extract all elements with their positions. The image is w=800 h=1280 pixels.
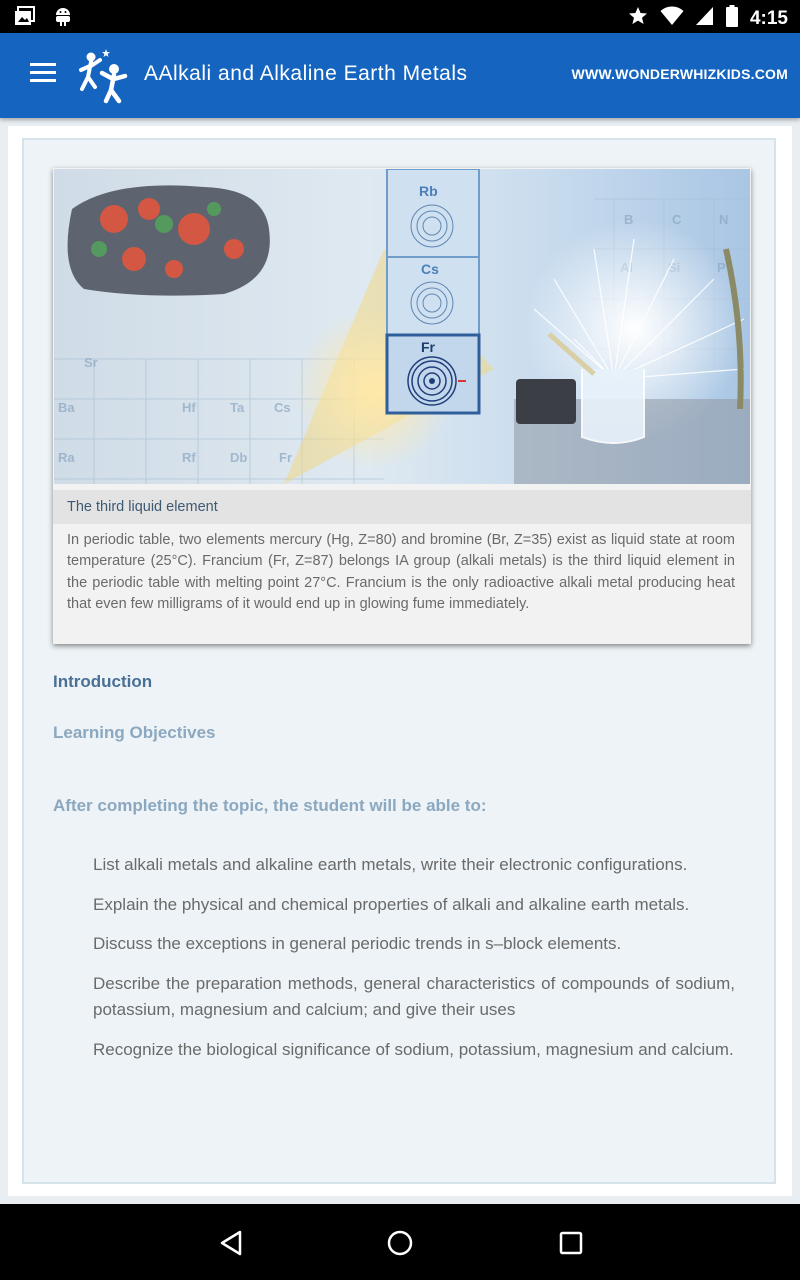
navigation-bar xyxy=(0,1204,800,1280)
android-icon xyxy=(54,6,72,31)
list-item: Explain the physical and chemical properties of alkali and alkaline earth metals. xyxy=(93,894,690,914)
list-item: Discuss the exceptions in general periodic trends in s–block elements. xyxy=(93,934,622,953)
app-title: AAlkali and Alkaline Earth Metals xyxy=(144,62,468,85)
svg-text:Db: Db xyxy=(230,450,248,465)
home-icon[interactable] xyxy=(385,1228,415,1258)
learning-objectives-heading: Learning Objectives xyxy=(53,723,216,742)
svg-text:Ba: Ba xyxy=(58,400,75,415)
svg-text:Fr: Fr xyxy=(279,450,292,465)
svg-text:N: N xyxy=(719,212,729,227)
menu-icon[interactable] xyxy=(30,63,56,85)
svg-text:Sr: Sr xyxy=(84,355,98,370)
svg-text:Ra: Ra xyxy=(58,450,75,465)
tile-label: Cs xyxy=(421,261,439,277)
introduction-heading[interactable]: Introduction xyxy=(53,672,153,691)
svg-text:Hf: Hf xyxy=(182,400,196,415)
kids-logo-icon xyxy=(78,45,138,110)
list-item: List alkali metals and alkaline earth metals, write their electronic configurations. xyxy=(93,855,688,874)
figure-description: In periodic table, two elements mercury (Hg, Z=80) and bromine (Br, Z=35) exist as liquid state at room temperature (25°C). Francium (Fr, Z=87) belongs IA group (alkali metals) is the third liquid element in the periodic table with melting point 27°C. Francium is the only radioactive alkali metal producing heat that even few milligrams of it would end up in glowing fume immediately. xyxy=(67,532,735,612)
app-bar xyxy=(0,33,800,118)
clock: 4:15 xyxy=(749,7,788,29)
francium-illustration xyxy=(54,169,750,484)
objectives-intro: After completing the topic, the student will be able to: xyxy=(53,796,487,815)
content-area[interactable] xyxy=(8,126,792,1196)
status-bar xyxy=(0,0,800,33)
lesson-panel xyxy=(22,138,776,1184)
signal-icon xyxy=(696,6,714,31)
battery-icon xyxy=(726,5,738,32)
star-icon xyxy=(628,6,648,31)
objectives-list xyxy=(93,852,735,1076)
wifi-icon xyxy=(660,6,684,31)
figure-caption: The third liquid element xyxy=(53,490,751,524)
recents-icon[interactable] xyxy=(556,1228,586,1258)
svg-text:C: C xyxy=(672,212,682,227)
photo-stack-icon xyxy=(14,6,36,31)
svg-text:Rf: Rf xyxy=(182,450,196,465)
website-link[interactable]: WWW.WONDERWHIZKIDS.COM xyxy=(571,66,788,82)
svg-text:Cs: Cs xyxy=(274,400,291,415)
tile-label: Fr xyxy=(421,339,435,355)
back-icon[interactable] xyxy=(216,1228,246,1258)
list-item: Recognize the biological significance of sodium, potassium, magnesium and calcium. xyxy=(93,1039,734,1059)
tile-label: Rb xyxy=(419,183,438,199)
svg-text:Ta: Ta xyxy=(230,400,245,415)
list-item: Describe the preparation methods, general characteristics of compounds of sodium, potassium, magnesium and calcium; and give their uses xyxy=(93,973,735,1019)
figure-card xyxy=(53,168,751,644)
